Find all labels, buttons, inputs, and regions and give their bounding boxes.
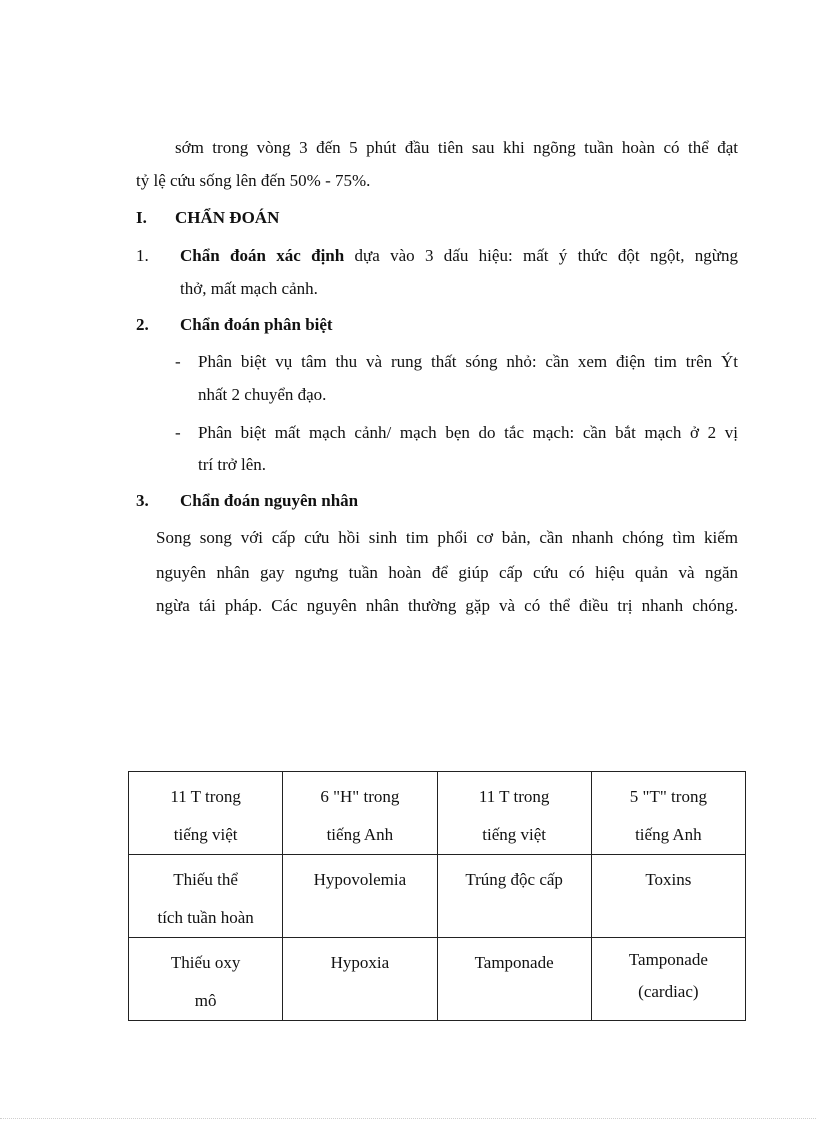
table-header-row (129, 772, 746, 855)
page-bottom-divider (0, 1118, 816, 1119)
item1-text: dựa vào 3 dấu hiệu: mất ý thức đột ngột, ngừng (354, 246, 738, 265)
table-header-cell: 11 T trong tiếng việt (129, 772, 283, 855)
table-cell: Hypoxia (283, 938, 437, 1021)
item3-para-line-3: ngừa tái pháp. Các nguyên nhân thường gặp và có thể điều trị nhanh chóng. (156, 596, 738, 615)
para-line-1: sớm trong vòng 3 đến 5 phút đầu tiên sau khi ngõng tuần hoàn có thể đạt (175, 138, 738, 157)
item3-para-line-1: Song song với cấp cứu hồi sinh tim phổi cơ bản, cần nhanh chóng tìm kiếm (156, 528, 738, 547)
bullet2-line-2: trí trở lên. (198, 455, 266, 474)
item3-title: Chẩn đoán nguyên nhân (180, 491, 359, 510)
table-cell: Trúng độc cấp (437, 855, 591, 938)
table-header-cell: 11 T trong tiếng việt (437, 772, 591, 855)
item1-bold-label: Chẩn đoán xác định (180, 246, 345, 265)
table-cell: Toxins (591, 855, 745, 938)
item2-number: 2. (136, 315, 149, 334)
table-cell: Tamponade (cardiac) (591, 938, 745, 1021)
bullet1-line-2: nhất 2 chuyển đạo. (198, 385, 327, 404)
table-header-cell: 5 "T" trong tiếng Anh (591, 772, 745, 855)
para-line-2: tỷ lệ cứu sống lên đến 50% - 75%. (136, 171, 371, 190)
table-cell: Tamponade (437, 938, 591, 1021)
section-number: I. (136, 208, 147, 227)
table-cell: Hypovolemia (283, 855, 437, 938)
item2-title: Chẩn đoán phân biệt (180, 315, 333, 334)
item3-number: 3. (136, 491, 149, 510)
item1-number: 1. (136, 246, 149, 265)
item1-line-1 (180, 246, 738, 266)
bullet2-line-1: Phân biệt mất mạch cảnh/ mạch bẹn do tắc mạch: cần bắt mạch ở 2 vị (198, 423, 738, 442)
table-cell: Thiếu thể tích tuần hoàn (129, 855, 283, 938)
table-cell: Thiếu oxy mô (129, 938, 283, 1021)
table-row (129, 855, 746, 938)
causes-table (128, 771, 746, 1021)
table-header-cell: 6 "H" trong tiếng Anh (283, 772, 437, 855)
table-row (129, 938, 746, 1021)
section-title: CHẨN ĐOÁN (175, 208, 280, 227)
bullet-dash: - (175, 423, 181, 442)
item3-para-line-2: nguyên nhân gay ngưng tuần hoàn để giúp cấp cứu có hiệu quản và ngăn (156, 563, 738, 582)
bullet1-line-1: Phân biệt vụ tâm thu và rung thất sóng nhỏ: cần xem điện tim trên Ýt (198, 352, 738, 371)
bullet-dash: - (175, 352, 181, 371)
item1-line-2: thở, mất mạch cảnh. (180, 279, 318, 298)
